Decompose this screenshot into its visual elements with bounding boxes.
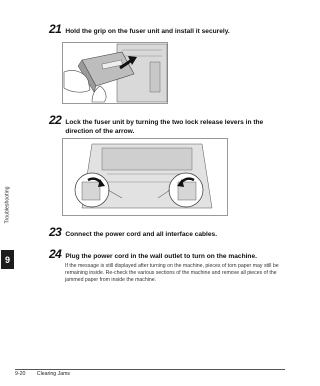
lock-levers-illustration <box>62 138 228 216</box>
footer-section-title: Clearing Jams <box>36 371 70 377</box>
step-number: 22 <box>49 113 62 127</box>
step-number: 21 <box>49 22 62 36</box>
step-21 <box>49 22 230 36</box>
page-number: 9-20 <box>15 371 26 377</box>
sidebar-section-text: Troubleshooting <box>4 186 11 224</box>
step-number: 23 <box>49 225 62 239</box>
step-instruction: Plug the power cord in the wall outlet to turn on the machine. <box>65 253 257 260</box>
step-instruction-line-1: Lock the fuser unit by turning the two lock release levers in the <box>65 119 264 126</box>
sidebar-section-label <box>1 170 13 240</box>
step-22 <box>49 113 263 136</box>
footer-divider <box>15 369 285 370</box>
step-23 <box>49 225 217 239</box>
fuser-unit-install-illustration <box>62 42 168 104</box>
step-instruction <box>65 118 263 136</box>
step-instruction-line-2: direction of the arrow. <box>65 128 135 135</box>
step-instruction: Hold the grip on the fuser unit and install it securely. <box>65 28 230 35</box>
step-24 <box>49 247 257 261</box>
page-footer <box>15 371 70 377</box>
chapter-number-badge: 9 <box>1 250 14 269</box>
step-24-note: If the message is still displayed after turning on the machine, pieces of torn paper may still be remaining inside. Re-check the various sections of the machine and remove all pieces of the jammed paper from inside the machine. <box>65 263 279 283</box>
step-number: 24 <box>49 247 62 261</box>
step-instruction: Connect the power cord and all interface cables. <box>65 231 218 238</box>
